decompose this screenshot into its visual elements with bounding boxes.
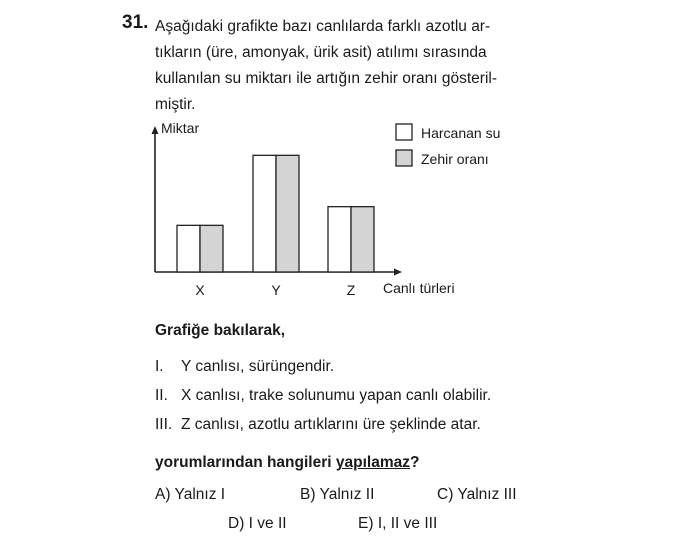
stem-line: miştir. xyxy=(155,96,196,113)
x-tick-label: Z xyxy=(346,282,356,298)
bar-z-harcanan-su xyxy=(328,207,351,272)
legend-swatch-zehir-orani xyxy=(396,150,412,166)
option-letter: B) xyxy=(300,486,316,503)
bar-y-zehir-orani xyxy=(276,155,299,272)
option-a[interactable] xyxy=(155,486,225,504)
bar-x-harcanan-su xyxy=(177,225,200,272)
x-axis-arrow xyxy=(394,269,402,276)
x-tick-labels xyxy=(195,282,355,298)
option-letter: A) xyxy=(155,486,171,503)
question-number: 31. xyxy=(122,12,149,33)
stem-line: Aşağıdaki grafikte bazı canlılarda farklı azotlu ar- xyxy=(155,18,491,35)
question-lead: Grafiğe bakılarak, xyxy=(155,322,286,339)
option-d[interactable] xyxy=(228,515,287,533)
statement-text: Y canlısı, sürüngendir. xyxy=(181,358,335,375)
prompt-suffix: ? xyxy=(409,454,420,471)
option-b[interactable] xyxy=(300,486,374,504)
option-text: Yalnız I xyxy=(174,486,226,503)
statement-numeral: III. xyxy=(155,416,173,433)
chart-legend xyxy=(396,124,500,167)
option-letter: E) xyxy=(358,515,374,532)
statement-3 xyxy=(155,416,481,434)
y-axis-arrow xyxy=(152,126,159,134)
question-prompt xyxy=(155,454,419,472)
statement-numeral: II. xyxy=(155,387,168,404)
bar-z-zehir-orani xyxy=(351,207,374,272)
y-axis-label: Miktar xyxy=(161,120,200,136)
prompt-emphasis: yapılamaz xyxy=(335,454,410,471)
option-text: I ve II xyxy=(248,515,287,532)
stem-line: tıkların (üre, amonyak, ürik asit) atılımı sırasında xyxy=(155,44,487,61)
option-letter: D) xyxy=(228,515,245,532)
x-tick-label: Y xyxy=(271,282,281,298)
option-letter: C) xyxy=(437,486,454,503)
option-c[interactable] xyxy=(437,486,517,504)
prompt-prefix: yorumlarından hangileri xyxy=(155,454,336,471)
bar-group xyxy=(177,155,374,272)
statement-1 xyxy=(155,358,334,376)
bar-y-harcanan-su xyxy=(253,155,276,272)
option-e[interactable] xyxy=(358,515,437,533)
statement-2 xyxy=(155,387,491,405)
statement-numeral: I. xyxy=(155,358,164,375)
legend-label-harcanan-su: Harcanan su xyxy=(421,125,501,141)
option-text: Yalnız II xyxy=(319,486,375,503)
x-tick-label: X xyxy=(195,282,205,298)
stem-line: kullanılan su miktarı ile artığın zehir oranı gösteril- xyxy=(155,70,498,87)
x-axis-label: Canlı türleri xyxy=(383,280,455,296)
legend-label-zehir-orani: Zehir oranı xyxy=(421,151,489,167)
legend-swatch-harcanan-su xyxy=(396,124,412,140)
bar-x-zehir-orani xyxy=(200,225,223,272)
statement-text: Z canlısı, azotlu artıklarını üre şeklinde atar. xyxy=(181,416,481,433)
statement-text: X canlısı, trake solunumu yapan canlı olabilir. xyxy=(181,387,492,404)
option-text: Yalnız III xyxy=(457,486,517,503)
option-text: I, II ve III xyxy=(377,515,438,532)
